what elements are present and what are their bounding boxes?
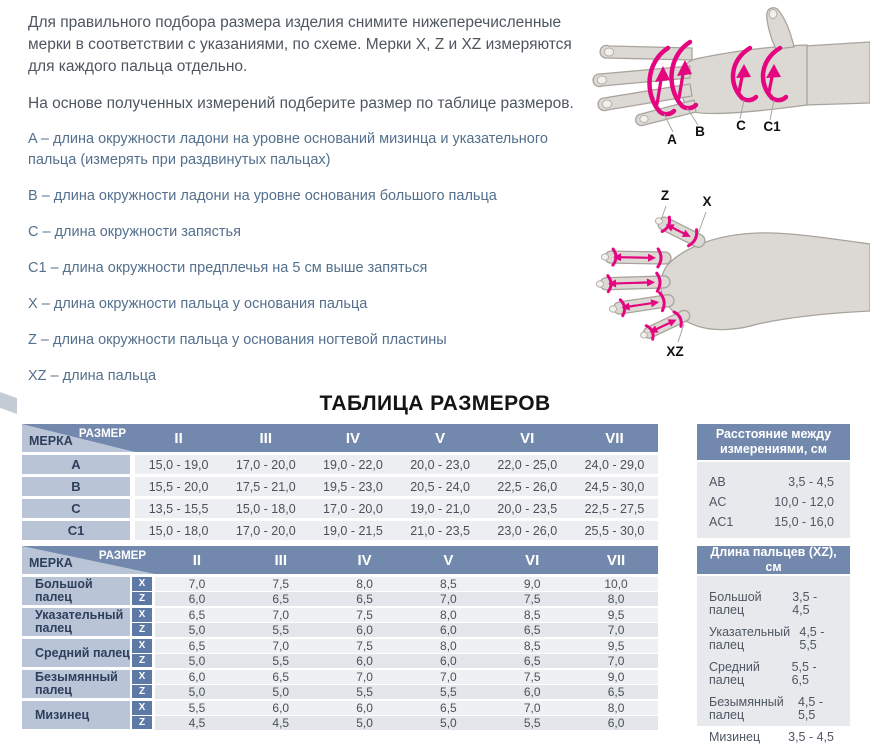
value-cell: 19,0 - 21,0 [410, 501, 470, 516]
value-cell: 7,5 [356, 639, 373, 653]
row-label: C1 [22, 521, 130, 540]
row-values [135, 521, 658, 540]
value-cell: 8,5 [440, 577, 457, 591]
hand-finger-diagram [580, 170, 870, 380]
value-cell: 13,5 - 15,5 [148, 501, 209, 516]
panel-row [709, 661, 834, 687]
palm-silhouette-icon [661, 233, 870, 330]
finger-name: Большой палец [22, 577, 130, 605]
row-values [135, 499, 658, 518]
row-label: C [22, 499, 130, 518]
panel-row-value: 10,0 - 12,0 [774, 495, 834, 509]
table2-corner-header [22, 546, 155, 574]
size-column-header: II [192, 551, 202, 569]
corner-measure-label: МЕРКА [29, 434, 73, 448]
panel-row-label: Указательный палец [709, 625, 791, 652]
table-row-c1 [22, 521, 658, 540]
value-cell: 5,0 [188, 654, 206, 668]
panel-row [709, 492, 834, 512]
value-cell: 6,0 [440, 623, 457, 637]
value-cell: 7,0 [523, 701, 541, 715]
value-cell: 22,5 - 26,0 [497, 479, 558, 494]
panel-row-label: AB [709, 475, 726, 489]
intro-paragraph-2: На основе полученных измерений подберите размер по таблице размеров. [28, 95, 574, 112]
value-cell: 6,5 [607, 685, 625, 699]
value-cell: 6,5 [356, 592, 373, 606]
value-cell: 5,0 [440, 716, 457, 730]
value-cell: 21,0 - 23,5 [410, 523, 470, 538]
value-cell: 7,0 [272, 639, 290, 653]
value-cell: 5,5 [272, 654, 290, 668]
corner-size-label: РАЗМЕР [98, 550, 146, 562]
corner-measure-label: МЕРКА [29, 556, 73, 570]
finger-row-index [22, 608, 658, 636]
xz-badges [132, 608, 152, 636]
definition-z: Z – длина окружности пальца у основания ногтевой пластины [28, 332, 447, 348]
value-cell: 25,5 - 30,0 [584, 523, 645, 538]
distance-panel [697, 424, 850, 538]
value-cell: 7,0 [607, 623, 625, 637]
definition-a: A – длина окружности ладони на уровне оснований мизинца и указательного пальца (измерять при раздвинутых пальцах) [28, 131, 548, 168]
finger-name: Безымянный палец [22, 670, 130, 698]
finger-name: Средний палец [22, 639, 130, 667]
value-cell: 7,0 [607, 654, 625, 668]
value-cell: 15,0 - 18,0 [148, 523, 209, 538]
size-table-title: ТАБЛИЦА РАЗМЕРОВ [319, 392, 551, 415]
value-cell: 5,0 [188, 623, 206, 637]
hand-silhouette-icon [593, 8, 870, 126]
value-cell: 5,0 [272, 685, 290, 699]
value-cell: 8,0 [356, 577, 373, 591]
band-label-c: C [736, 118, 746, 133]
size-column-header: VII [606, 551, 626, 569]
value-cell: 6,0 [523, 685, 541, 699]
distance-panel-body [697, 462, 850, 538]
value-cell: 19,0 - 22,0 [323, 457, 383, 472]
value-cell: 6,0 [188, 592, 206, 606]
value-cell: 6,5 [523, 654, 541, 668]
x-badge: X [132, 670, 152, 684]
x-badge: X [132, 639, 152, 653]
value-cell: 19,0 - 21,5 [323, 523, 383, 538]
mark-label-xz: XZ [666, 344, 684, 359]
value-cell: 17,0 - 20,0 [235, 457, 296, 472]
finger-values [155, 639, 658, 667]
intro-paragraph-1: Для правильного подбора размера изделия снимите нижеперечисленные мерки в соответствии с указаниями, по схеме. Мерки X, Z и XZ измеряются для каждого пальца отдельно. [28, 14, 572, 75]
panel-row-label: AC1 [709, 515, 734, 529]
size-column-header: IV [345, 429, 361, 447]
value-cell: 22,5 - 27,5 [584, 501, 645, 516]
index-finger-with-marks-icon [605, 248, 671, 267]
panel-row-value: 3,5 - 4,5 [788, 475, 834, 489]
x-values-row [155, 670, 658, 684]
value-cell: 6,0 [356, 701, 373, 715]
band-label-a: A [667, 132, 677, 147]
xz-badges [132, 639, 152, 667]
finger-length-panel-title: Длина пальцев (XZ), см [697, 546, 850, 574]
definition-b: B – длина окружности ладони на уровне основания большого пальца [28, 188, 497, 204]
value-cell: 9,5 [607, 639, 625, 653]
x-values-row [155, 639, 658, 653]
x-values-row [155, 577, 658, 591]
definition-c1: C1 – длина окружности предплечья на 5 см выше запяться [28, 260, 428, 276]
panel-row-value: 5,5 - 6,5 [791, 660, 817, 687]
finger-row-ring [22, 670, 658, 698]
size-column-header: IV [357, 551, 372, 569]
value-cell: 4,5 [188, 716, 206, 730]
panel-row [709, 696, 834, 722]
value-cell: 23,0 - 26,0 [497, 523, 558, 538]
value-cell: 7,0 [188, 577, 206, 591]
z-values-row [155, 716, 658, 730]
table1-header [22, 424, 658, 452]
panel-row-label: Мизинец [709, 730, 761, 744]
x-badge: X [132, 701, 152, 715]
size-table-fingers [22, 546, 658, 729]
definition-x: X – длина окружности пальца у основания пальца [28, 296, 368, 312]
xz-badges [132, 670, 152, 698]
x-badge: X [132, 577, 152, 591]
finger-name: Мизинец [22, 701, 130, 729]
z-badge: Z [132, 654, 152, 668]
value-cell: 9,0 [607, 670, 625, 684]
value-cell: 8,0 [607, 701, 625, 715]
table1-size-columns [135, 424, 658, 452]
pinky-finger-with-marks-icon [641, 306, 693, 342]
value-cell: 6,5 [188, 608, 206, 622]
table2-size-columns [155, 546, 658, 574]
panel-row-label: Средний палец [709, 660, 760, 687]
middle-finger-with-marks-icon [600, 273, 671, 293]
size-column-header: VI [520, 429, 535, 447]
value-cell: 7,5 [523, 670, 541, 684]
intro-text [28, 12, 580, 130]
z-badge: Z [132, 592, 152, 606]
table-row-b [22, 477, 658, 496]
z-badge: Z [132, 716, 152, 730]
value-cell: 8,5 [523, 608, 541, 622]
value-cell: 7,5 [272, 577, 290, 591]
value-cell: 9,5 [607, 608, 625, 622]
finger-length-panel [697, 545, 850, 744]
measurement-definitions [28, 129, 588, 402]
panel-row-value: 3,5 - 4,5 [792, 590, 818, 617]
finger-row-thumb [22, 577, 658, 605]
finger-length-panel-body [697, 576, 850, 744]
value-cell: 20,0 - 23,0 [410, 457, 470, 472]
value-cell: 6,0 [188, 670, 206, 684]
size-column-header: III [274, 551, 287, 569]
band-label-c1: C1 [763, 119, 781, 134]
value-cell: 5,0 [188, 685, 206, 699]
panel-row-label: Большой палец [709, 590, 762, 617]
value-cell: 17,5 - 21,0 [235, 479, 296, 494]
size-column-header: V [443, 551, 454, 569]
value-cell: 24,5 - 30,0 [584, 479, 645, 494]
panel-row-label: AC [709, 495, 727, 509]
row-label: B [22, 477, 130, 496]
definition-xz: XZ – длина пальца [28, 368, 157, 384]
value-cell: 6,5 [272, 592, 290, 606]
value-cell: 5,5 [188, 701, 206, 715]
value-cell: 5,0 [356, 716, 373, 730]
value-cell: 7,0 [272, 608, 290, 622]
table2-header [22, 546, 658, 574]
table-row-c [22, 499, 658, 518]
x-badge: X [132, 608, 152, 622]
value-cell: 6,0 [440, 654, 457, 668]
z-values-row [155, 685, 658, 699]
value-cell: 6,5 [188, 639, 206, 653]
size-column-header: II [174, 429, 183, 447]
value-cell: 6,5 [523, 623, 541, 637]
ring-finger-with-marks-icon [612, 291, 675, 318]
value-cell: 8,0 [440, 639, 457, 653]
z-badge: Z [132, 623, 152, 637]
panel-row-value: 4,5 - 5,5 [799, 625, 825, 652]
value-cell: 6,0 [356, 623, 373, 637]
value-cell: 9,0 [523, 577, 541, 591]
x-values-row [155, 608, 658, 622]
panel-row [709, 472, 834, 492]
row-values [135, 477, 658, 496]
value-cell: 22,0 - 25,0 [497, 457, 558, 472]
value-cell: 7,5 [356, 608, 373, 622]
mark-label-x: X [702, 194, 712, 209]
value-cell: 8,5 [523, 639, 541, 653]
finger-row-middle [22, 639, 658, 667]
value-cell: 15,0 - 19,0 [148, 457, 209, 472]
value-cell: 6,0 [356, 654, 373, 668]
size-column-header: VI [525, 551, 540, 569]
panel-row [709, 626, 834, 652]
value-cell: 10,0 [604, 577, 628, 591]
panel-row-value: 15,0 - 16,0 [774, 515, 834, 529]
x-values-row [155, 701, 658, 715]
size-column-header: VII [605, 429, 624, 447]
thumb-with-marks-icon [655, 213, 709, 252]
finger-row-pinky [22, 701, 658, 729]
corner-size-label: РАЗМЕР [78, 428, 126, 440]
value-cell: 7,0 [356, 670, 373, 684]
panel-row-label: Безымянный палец [709, 695, 784, 722]
panel-row [709, 731, 834, 744]
finger-name: Указательный палец [22, 608, 130, 636]
value-cell: 20,5 - 24,0 [410, 479, 470, 494]
value-cell: 6,0 [272, 701, 290, 715]
finger-values [155, 577, 658, 605]
mark-label-z: Z [660, 188, 670, 203]
row-values [135, 455, 658, 474]
z-values-row [155, 654, 658, 668]
definition-c: C – длина окружности запястья [28, 224, 241, 240]
value-cell: 8,0 [440, 608, 457, 622]
value-cell: 15,5 - 20,0 [148, 479, 209, 494]
panel-row-value: 4,5 - 5,5 [797, 695, 823, 722]
z-values-row [155, 623, 658, 637]
size-table-circumferences [22, 424, 658, 540]
distance-panel-title: Расстояние между измерениями, см [697, 424, 850, 460]
band-label-b: B [695, 124, 705, 139]
value-cell: 4,5 [272, 716, 290, 730]
finger-values [155, 670, 658, 698]
value-cell: 17,0 - 20,0 [323, 501, 383, 516]
finger-values [155, 608, 658, 636]
finger-values [155, 701, 658, 729]
panel-row [709, 591, 834, 617]
value-cell: 7,5 [523, 592, 541, 606]
value-cell: 6,5 [440, 701, 457, 715]
value-cell: 5,5 [272, 623, 290, 637]
hand-circumference-diagram [580, 0, 870, 150]
z-badge: Z [132, 685, 152, 699]
value-cell: 15,0 - 18,0 [235, 501, 296, 516]
z-values-row [155, 592, 658, 606]
value-cell: 17,0 - 20,0 [235, 523, 296, 538]
value-cell: 5,5 [356, 685, 373, 699]
table-row-a [22, 455, 658, 474]
value-cell: 6,0 [607, 716, 625, 730]
value-cell: 7,0 [440, 592, 457, 606]
value-cell: 5,5 [523, 716, 541, 730]
panel-row [709, 512, 834, 532]
size-column-header: III [259, 429, 273, 447]
xz-badges [132, 701, 152, 729]
value-cell: 6,5 [272, 670, 290, 684]
value-cell: 7,0 [440, 670, 457, 684]
value-cell: 20,0 - 23,5 [497, 501, 558, 516]
value-cell: 19,5 - 23,0 [323, 479, 383, 494]
value-cell: 5,5 [440, 685, 457, 699]
xz-badges [132, 577, 152, 605]
row-label: A [22, 455, 130, 474]
value-cell: 24,0 - 29,0 [584, 457, 645, 472]
size-column-header: V [435, 429, 446, 447]
table1-corner-header [22, 424, 135, 452]
panel-row-value: 3,5 - 4,5 [788, 730, 834, 744]
value-cell: 8,0 [607, 592, 625, 606]
